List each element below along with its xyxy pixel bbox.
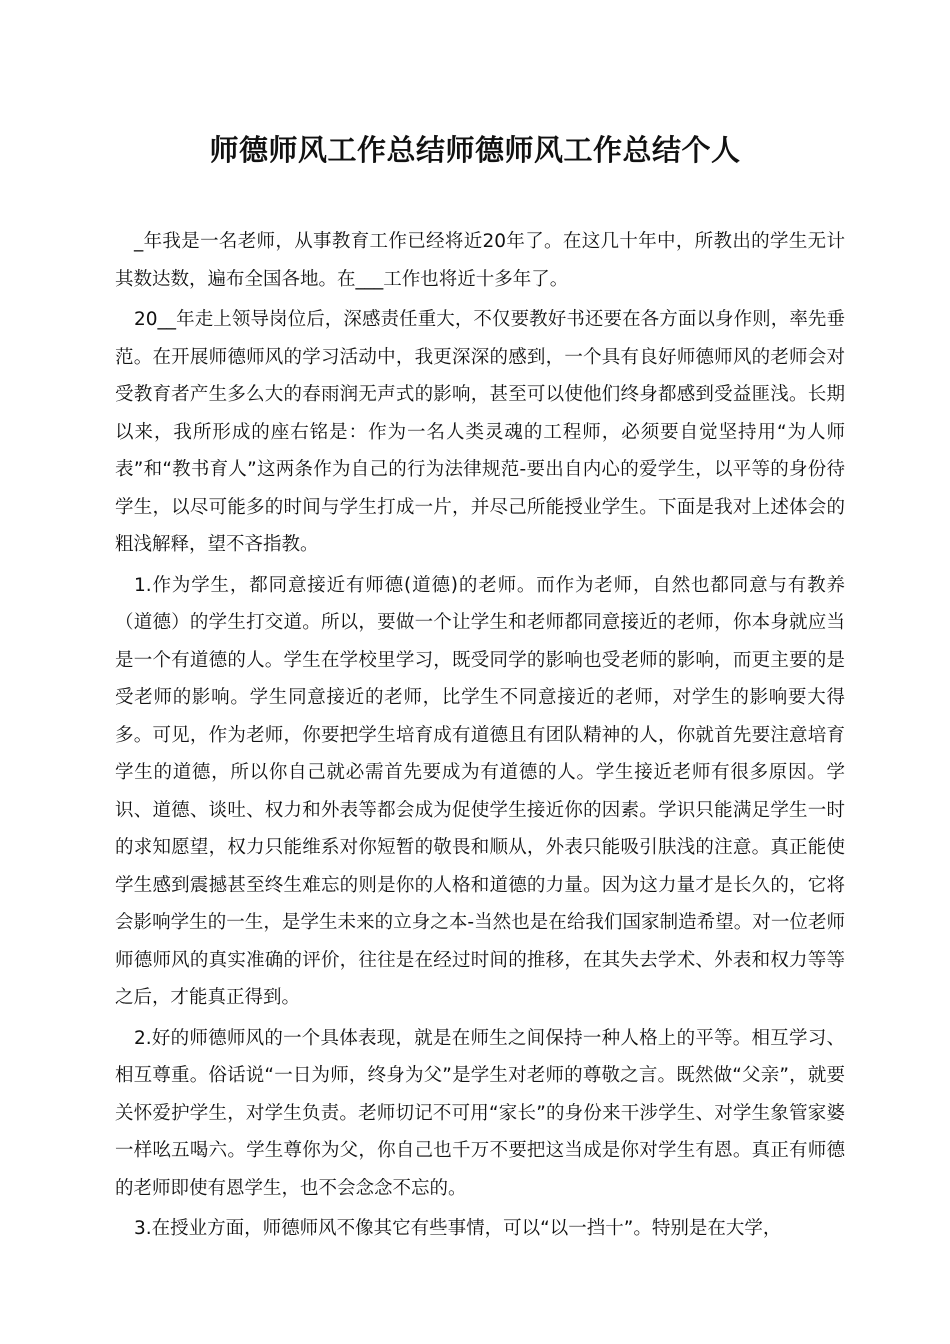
paragraph-4: 2.好的师德师风的一个具体表现，就是在师生之间保持一种人格上的平等。相互学习、相互尊重。俗话说“一日为师，终身为父”是学生对老师的尊敬之言。既然做“父亲”，就要关怀爱护学生，对学生负责。老师切记不可用“家长”的身份来干涉学生、对学生象管家婆一样吆五喝六。学生尊你为父，你自己也千万不要把这当成是你对学生有恩。真正有师德的老师即使有恩学生，也不会念念不忘的。: [115, 1027, 845, 1199]
paragraph-1: _年我是一名老师，从事教育工作已经将近20年了。在这几十年中，所教出的学生无计其数达数，遍布全国各地。在___工作也将近十多年了。: [115, 231, 845, 290]
document-body: [115, 223, 845, 1251]
document-title: 师德师风工作总结师德师风工作总结个人: [209, 133, 741, 167]
paragraph-5: 3.在授业方面，师德师风不像其它有些事情，可以“以一挡十”。特别是在大学，: [134, 1218, 782, 1239]
paragraph-3: 1.作为学生，都同意接近有师德(道德)的老师。而作为老师，自然也都同意与有教养（道德）的学生打交道。所以，要做一个让学生和老师都同意接近的老师，你本身就应当是一个有道德的人。学生在学校里学习，既受同学的影响也受老师的影响，而更主要的是受老师的影响。学生同意接近的老师，比学生不同意接近的老师，对学生的影响要大得多。可见，作为老师，你要把学生培育成有道德且有团队精神的人，你就首先要注意培育学生的道德，所以你自己就必需首先要成为有道德的人。学生接近老师有很多原因。学识、道德、谈吐、权力和外表等都会成为促使学生接近你的因素。学识只能满足学生一时的求知愿望，权力只能维系对你短暂的敬畏和顺从，外表只能吸引肤浅的注意。真正能使学生感到震撼甚至终生难忘的则是你的人格和道德的力量。因为这力量才是长久的，它将会影响学生的一生，是学生未来的立身之本-当然也是在给我们国家制造希望。对一位老师师德师风的真实准确的评价，往往是在经过时间的推移，在其失去学术、外表和权力等等之后，才能真正得到。: [115, 574, 845, 1008]
paragraph-2: 20__年走上领导岗位后，深感责任重大，不仅要教好书还要在各方面以身作则，率先垂范。在开展师德师风的学习活动中，我更深深的感到，一个具有良好师德师风的老师会对受教育者产生多么大的春雨润无声式的影响，甚至可以使他们终身都感到受益匪浅。长期以来，我所形成的座右铭是：作为一名人类灵魂的工程师，必须要自觉坚持用“为人师表”和“教书育人”这两条作为自己的行为法律规范-要出自内心的爱学生，以平等的身份待学生，以尽可能多的时间与学生打成一片，并尽己所能授业学生。下面是我对上述体会的粗浅解释，望不吝指教。: [115, 309, 845, 555]
